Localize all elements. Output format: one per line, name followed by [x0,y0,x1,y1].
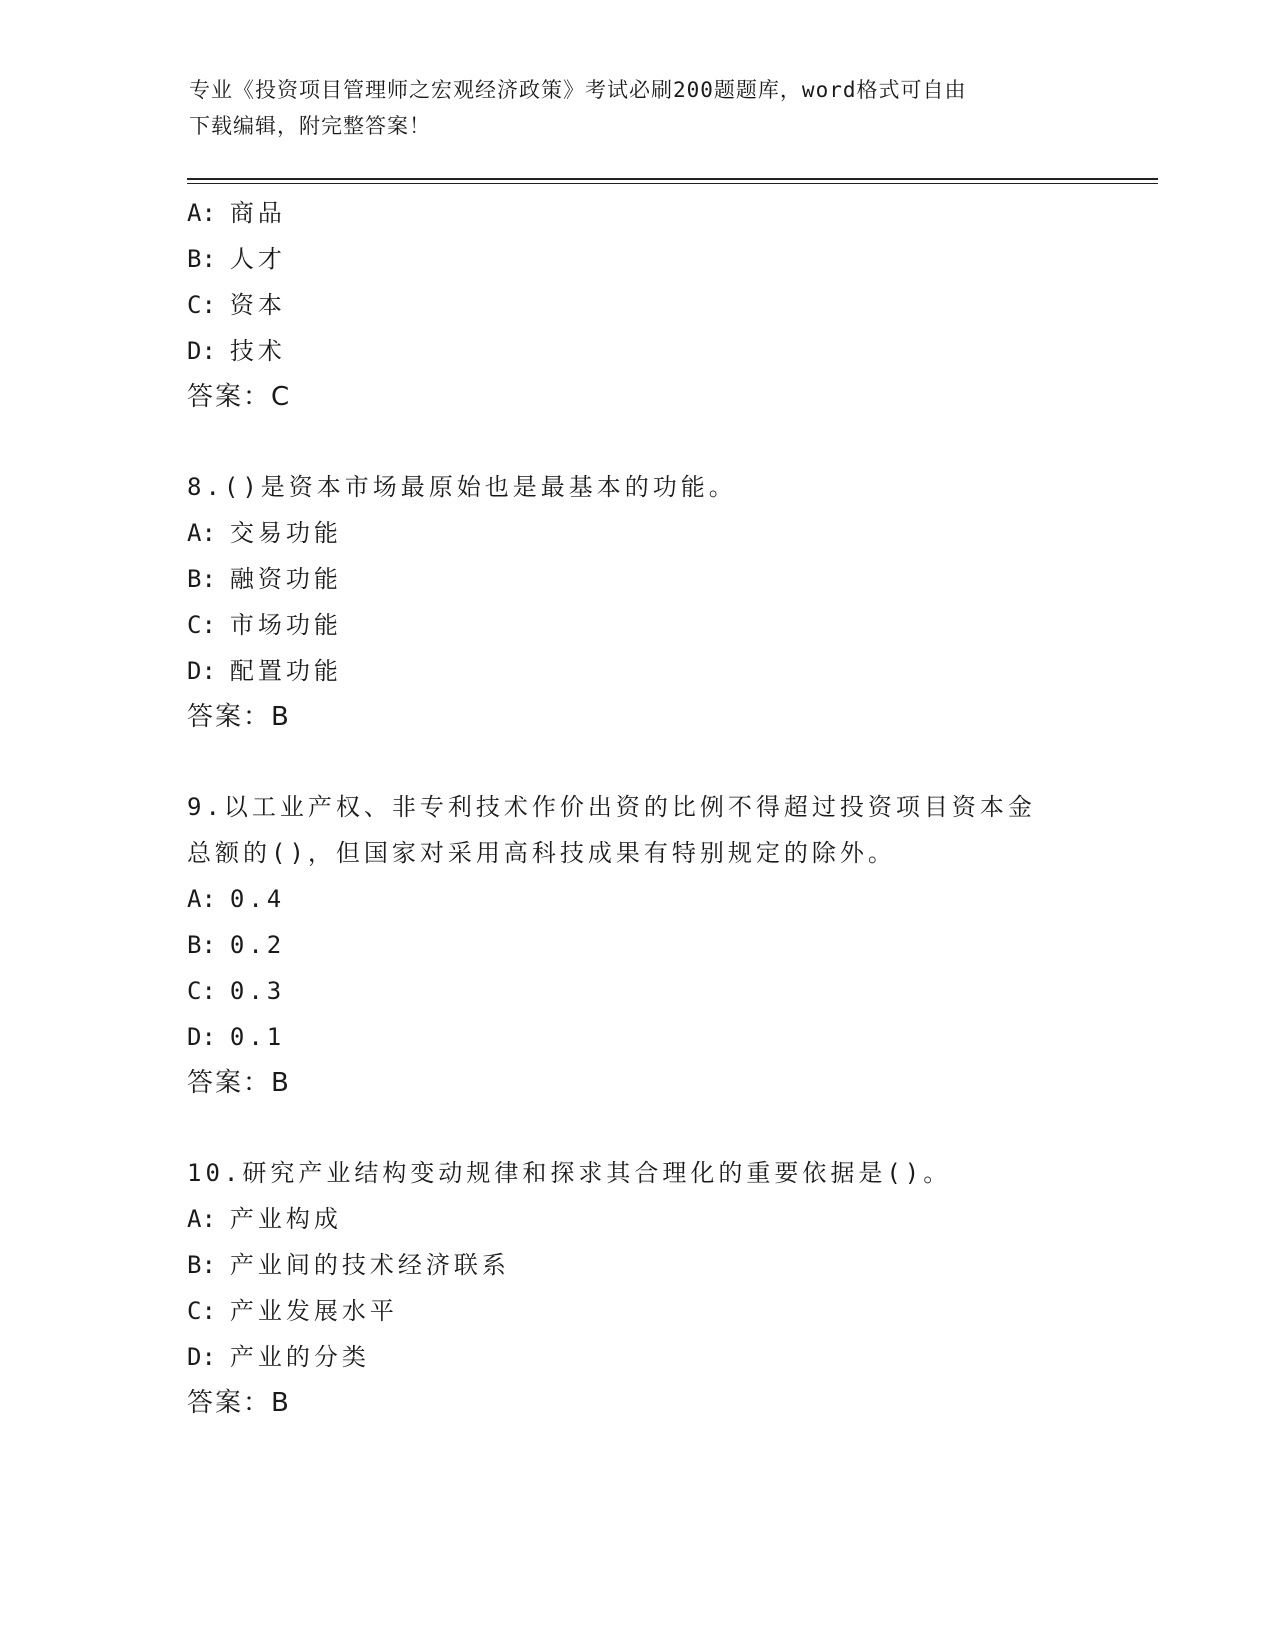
question-text-line-2: 总额的()，但国家对采用高科技成果有特别规定的除外。 [187,839,896,867]
option-c [187,1288,1147,1334]
option-b [187,922,1147,968]
question-8 [187,464,1147,740]
answer-line: 答案：B [187,702,291,732]
option-text: 0.2 [229,931,286,959]
option-d [187,1014,1147,1060]
option-d [187,1334,1147,1380]
option-letter: D: [187,1023,216,1051]
option-text: 0.3 [229,977,286,1005]
option-letter: B: [187,245,216,273]
option-letter: B: [187,1251,216,1279]
header-divider [187,178,1158,184]
option-letter: D: [187,337,216,365]
option-letter: C: [187,611,216,639]
option-c [187,602,1147,648]
option-text: 产业发展水平 [229,1297,398,1325]
option-a [187,510,1147,556]
option-text: 0.4 [229,885,286,913]
question-text: 8.()是资本市场最原始也是最基本的功能。 [187,473,737,501]
option-a [187,876,1147,922]
option-b [187,556,1147,602]
option-text: 0.1 [229,1023,286,1051]
option-letter: A: [187,199,216,227]
question-text-line-1: 9.以工业产权、非专利技术作价出资的比例不得超过投资项目资本金 [187,793,1036,821]
option-text: 融资功能 [229,565,342,593]
option-text: 人才 [229,245,286,273]
question-7 [187,190,1147,420]
answer-line: 答案：C [187,382,292,412]
option-text: 技术 [229,337,286,365]
document-header [189,72,1089,144]
header-line-2: 下载编辑，附完整答案！ [189,114,431,138]
option-letter: C: [187,977,216,1005]
question-list [187,190,1147,1426]
option-letter: D: [187,1343,216,1371]
option-letter: A: [187,519,216,547]
option-letter: A: [187,1205,216,1233]
option-text: 交易功能 [229,519,342,547]
option-a [187,190,1147,236]
header-line-1: 专业《投资项目管理师之宏观经济政策》考试必刷200题题库，word格式可自由 [189,78,967,102]
option-text: 产业间的技术经济联系 [229,1251,510,1279]
answer-line: 答案：B [187,1388,291,1418]
option-letter: B: [187,565,216,593]
question-text: 10.研究产业结构变动规律和探求其合理化的重要依据是()。 [187,1159,952,1187]
spacer [187,740,1147,784]
option-b [187,236,1147,282]
option-letter: D: [187,657,216,685]
option-text: 配置功能 [229,657,342,685]
spacer [187,1106,1147,1150]
option-text: 市场功能 [229,611,342,639]
option-letter: C: [187,291,216,319]
option-text: 产业的分类 [229,1343,370,1371]
option-letter: C: [187,1297,216,1325]
option-d [187,328,1147,374]
question-10 [187,1150,1147,1426]
option-d [187,648,1147,694]
option-letter: A: [187,885,216,913]
option-c [187,968,1147,1014]
question-9 [187,784,1147,1106]
option-a [187,1196,1147,1242]
option-text: 产业构成 [229,1205,342,1233]
option-b [187,1242,1147,1288]
answer-line: 答案：B [187,1068,291,1098]
spacer [187,420,1147,464]
option-letter: B: [187,931,216,959]
option-text: 资本 [229,291,286,319]
option-text: 商品 [229,199,286,227]
option-c [187,282,1147,328]
